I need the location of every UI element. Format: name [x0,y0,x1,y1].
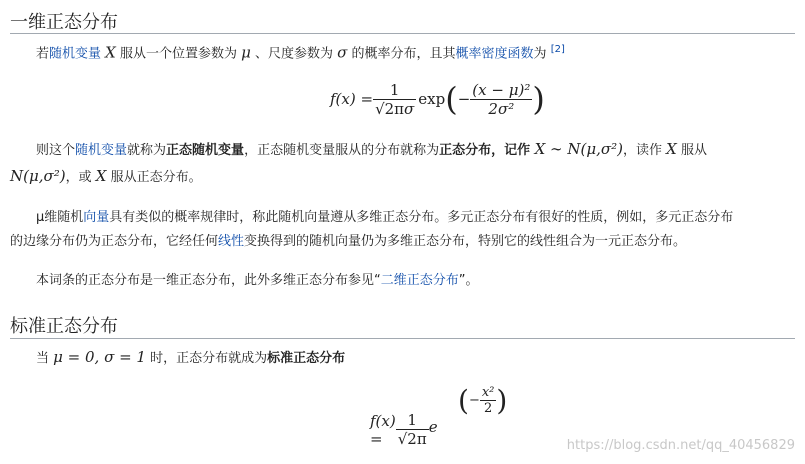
link-pdf[interactable]: 概率密度函数 [455,46,534,62]
paragraph-notation-line2: N(μ,σ²)，或 X 服从正态分布。 [10,167,202,185]
link-vector[interactable]: 向量 [83,210,110,225]
paragraph-standard-normal: 当 μ = 0, σ = 1 时，正态分布就成为标准正态分布 [36,348,346,366]
paragraph-see-also: 本词条的正态分布是一维正态分布，此外多维正态分布参见“二维正态分布”。 [36,273,479,288]
fraction-normalizer: $\frac{1}{√2\pi\sigma}$ [375,80,415,118]
equation-normal-pdf: f(x) = $\frac{1}{√2\pi\sigma}$ exp ( − $\frac{\text{(x − μ)²}}{\text{2σ²}}$ ) [330,80,545,118]
section-heading-standard: 标准正态分布 [10,316,118,337]
heading-rule-2 [10,338,795,339]
link-bivariate-normal[interactable]: 二维正态分布 [380,273,459,288]
link-random-variable-2[interactable]: 随机变量 [75,143,128,158]
paragraph-definition: 若随机变量 X 服从一个位置参数为 μ 、尺度参数为 σ 的概率分布，且其概率密度函数为 [2] [36,43,565,62]
section-heading-1d: 一维正态分布 [10,12,118,33]
fraction-exponent: $\frac{\text{(x − μ)²}}{\text{2σ²}}$ [472,80,531,118]
watermark-text: https://blog.csdn.net/qq_40456829 [566,438,795,453]
exponent-group: ( − $\frac{\text{x²}}{2}$ ) [458,383,508,417]
reference-2[interactable]: [2] [550,44,565,55]
link-linear[interactable]: 线性 [218,234,245,249]
paragraph-multivariate-line2: 的边缘分布仍为正态分布，它经任何线性变换得到的随机向量仍为多维正态分布，特别它的线性组合为一元正态分布。 [10,234,687,249]
paragraph-multivariate-line1: μ维随机向量具有类似的概率规律时，称此随机向量遵从多维正态分布。多元正态分布有很好的性质，例如，多元正态分布 [36,210,734,225]
heading-rule-1 [10,33,795,34]
paragraph-notation-line1: 则这个随机变量就称为正态随机变量，正态随机变量服从的分布就称为正态分布，记作 X ∼ N(μ,σ²)，读作 X 服从 [36,140,707,158]
link-random-variable[interactable]: 随机变量 [49,46,102,62]
